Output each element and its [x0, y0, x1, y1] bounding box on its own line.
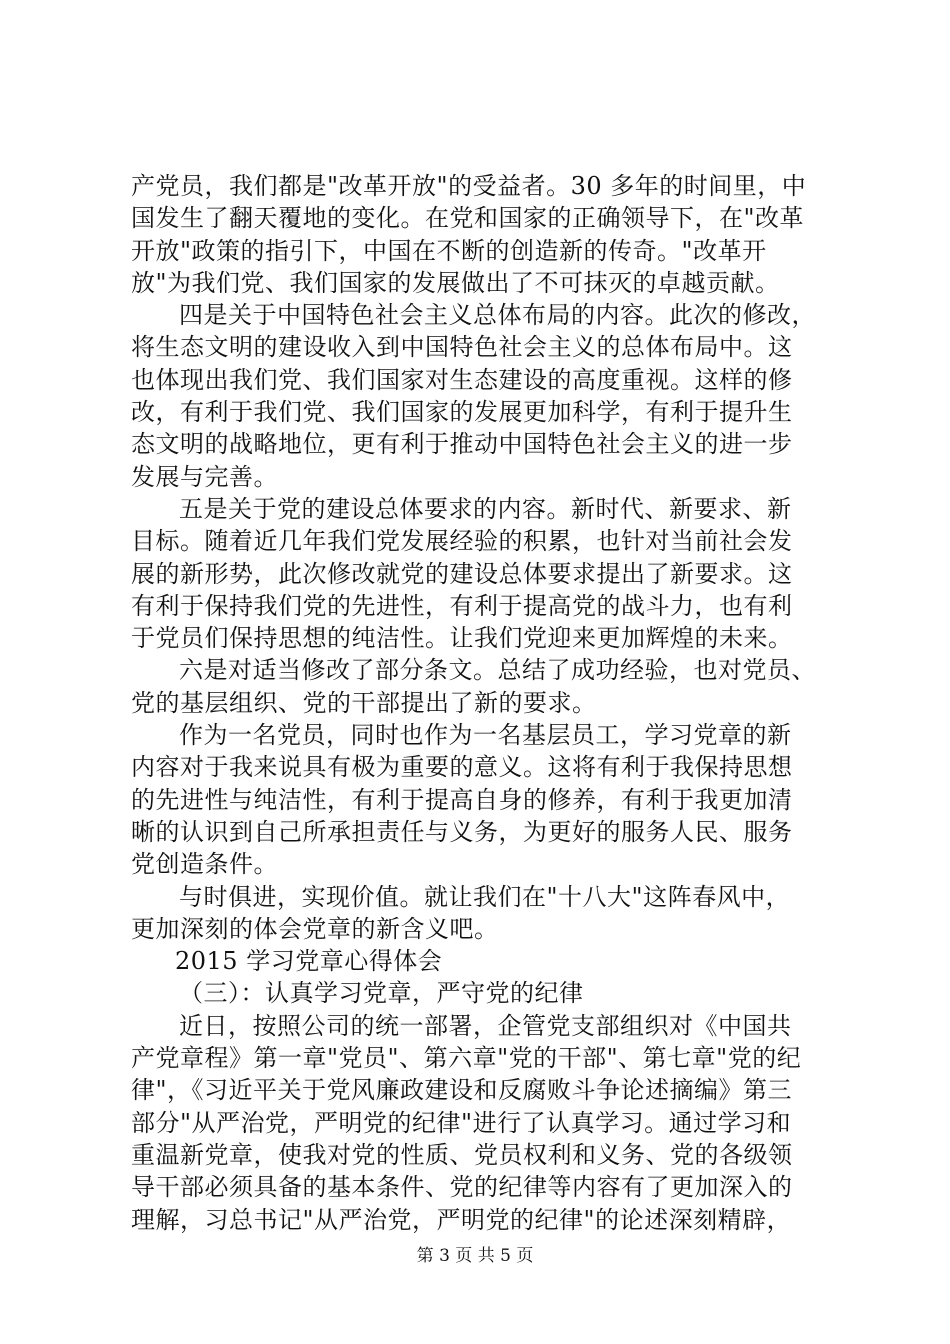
paragraph-start-line: 近日，按照公司的统一部署，企管党支部组织对《中国共: [179, 1011, 792, 1040]
text-line: 开放"政策的指引下，中国在不断的创造新的传奇。"改革开: [131, 236, 767, 265]
text-line: 也体现出我们党、我们国家对生态建设的高度重视。这样的修: [131, 365, 793, 394]
text-line: 发展与完善。: [131, 462, 278, 491]
text-line: 将生态文明的建设收入到中国特色社会主义的总体布局中。这: [131, 333, 793, 362]
text-line: 于党员们保持思想的纯洁性。让我们党迎来更加辉煌的未来。: [131, 624, 793, 653]
text-line: 的先进性与纯洁性，有利于提高自身的修养，有利于我更加清: [131, 785, 793, 814]
text-line: 晰的认识到自己所承担责任与义务，为更好的服务人民、服务: [131, 817, 793, 846]
text-line: 内容对于我来说具有极为重要的意义。这将有利于我保持思想: [131, 753, 793, 782]
section-subheading: （三）：认真学习党章，严守党的纪律: [179, 979, 584, 1008]
paragraph-start-line: 五是关于党的建设总体要求的内容。新时代、新要求、新: [179, 494, 792, 523]
section-heading: 2015 学习党章心得体会: [175, 947, 443, 976]
text-line: 党的基层组织、党的干部提出了新的要求。: [131, 688, 597, 717]
text-line: 国发生了翻天覆地的变化。在党和国家的正确领导下，在"改革: [131, 204, 805, 233]
text-line: 有利于保持我们党的先进性，有利于提高党的战斗力，也有利: [131, 591, 793, 620]
paragraph-start-line: 与时俱进，实现价值。就让我们在"十八大"这阵春风中，: [179, 882, 791, 911]
text-line: 目标。随着近几年我们党发展经验的积累，也针对当前社会发: [131, 527, 793, 556]
text-line: 党创造条件。: [131, 850, 278, 879]
text-line: 改，有利于我们党、我们国家的发展更加科学，有利于提升生: [131, 398, 793, 427]
text-line: 导干部必须具备的基本条件、党的纪律等内容有了更加深入的: [131, 1173, 793, 1202]
document-body: [131, 170, 831, 1236]
text-line: 产党章程》第一章"党员"、第六章"党的干部"、第七章"党的纪: [131, 1044, 802, 1073]
text-line: 更加深刻的体会党章的新含义吧。: [131, 914, 499, 943]
text-line: 展的新形势，此次修改就党的建设总体要求提出了新要求。这: [131, 559, 793, 588]
page-number-footer: 第 3 页 共 5 页: [416, 1246, 534, 1266]
text-line: 放"为我们党、我们国家的发展做出了不可抹灭的卓越贡献。: [131, 268, 780, 297]
paragraph-start-line: 作为一名党员，同时也作为一名基层员工，学习党章的新: [179, 721, 792, 750]
text-line: 重温新党章，使我对党的性质、党员权利和义务、党的各级领: [131, 1140, 793, 1169]
paragraph-start-line: 四是关于中国特色社会主义总体布局的内容。此次的修改，: [179, 301, 816, 330]
text-line: 理解，习总书记"从严治党，严明党的纪律"的论述深刻精辟，: [131, 1205, 792, 1234]
text-line: 律"，《习近平关于党风廉政建设和反腐败斗争论述摘编》第三: [131, 1076, 793, 1105]
text-line: 部分"从严治党，严明党的纪律"进行了认真学习。通过学习和: [131, 1108, 792, 1137]
text-line: 产党员，我们都是"改革开放"的受益者。30 多年的时间里，中: [131, 172, 807, 200]
paragraph-start-line: 六是对适当修改了部分条文。总结了成功经验，也对党员、: [179, 656, 816, 685]
text-line: 态文明的战略地位，更有利于推动中国特色社会主义的进一步: [131, 430, 793, 459]
